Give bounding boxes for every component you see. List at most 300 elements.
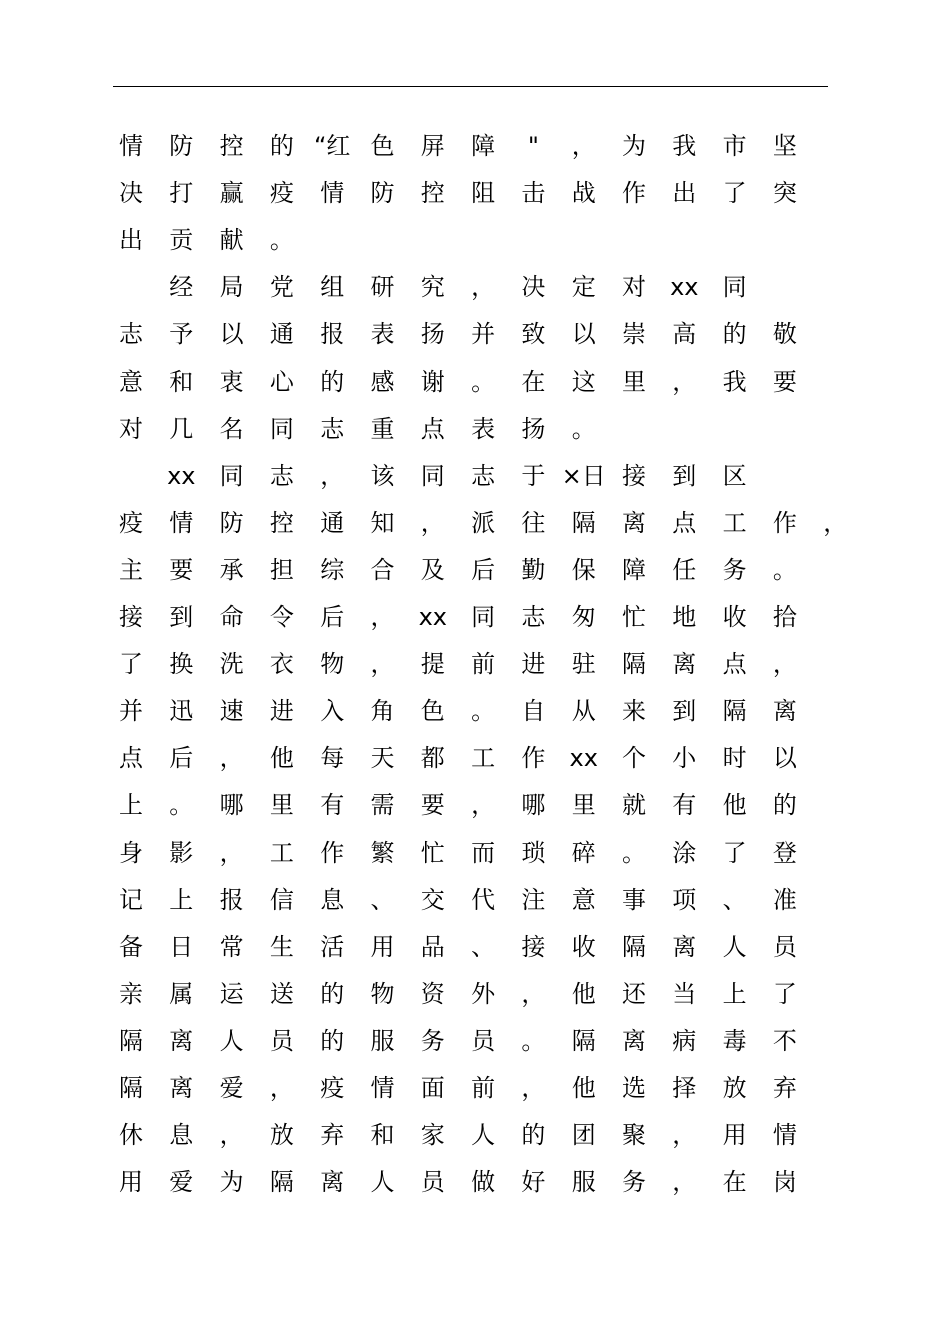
glyph: 综 xyxy=(320,555,345,584)
text-line xyxy=(0,319,950,359)
glyph: 提 xyxy=(420,650,445,679)
text-line xyxy=(0,1167,950,1207)
glyph: 繁 xyxy=(370,838,395,867)
glyph: 常 xyxy=(219,932,244,961)
glyph: 该 xyxy=(370,461,395,490)
glyph: 隔 xyxy=(571,508,596,537)
glyph: 离 xyxy=(622,508,646,537)
glyph: 承 xyxy=(219,555,244,584)
glyph: 点 xyxy=(119,744,143,773)
glyph: 事 xyxy=(622,885,646,914)
glyph: 进 xyxy=(521,650,546,679)
glyph: 合 xyxy=(370,555,395,584)
glyph: 进 xyxy=(269,697,294,726)
glyph: 碎 xyxy=(571,838,596,867)
glyph: 防 xyxy=(219,508,244,537)
glyph: 屏 xyxy=(420,132,445,160)
glyph: 心 xyxy=(269,367,294,396)
glyph: ， xyxy=(672,1121,697,1150)
glyph: ， xyxy=(471,273,496,302)
glyph: 信 xyxy=(269,885,294,914)
glyph: 的 xyxy=(269,132,294,160)
glyph: 研 xyxy=(370,273,395,302)
glyph: ， xyxy=(772,650,797,679)
glyph: 他 xyxy=(269,744,294,773)
glyph: 迅 xyxy=(169,697,194,726)
glyph: 休 xyxy=(119,1121,143,1150)
glyph: 要 xyxy=(420,791,445,820)
glyph: 重 xyxy=(370,414,395,443)
text-line xyxy=(0,932,950,972)
glyph: 局 xyxy=(219,273,244,302)
glyph: xx xyxy=(418,603,447,631)
text-line xyxy=(0,602,950,642)
glyph: ， xyxy=(521,979,546,1008)
text-line xyxy=(0,838,950,878)
glyph: 于 xyxy=(521,461,546,490)
glyph: 以 xyxy=(571,320,596,349)
glyph: 并 xyxy=(471,320,496,349)
glyph: 里 xyxy=(269,791,294,820)
glyph: 的 xyxy=(521,1121,546,1150)
glyph: 坚 xyxy=(772,132,797,160)
glyph: 对 xyxy=(622,273,646,302)
glyph: 务 xyxy=(622,1168,646,1197)
glyph: ， xyxy=(370,603,395,631)
glyph: 障 xyxy=(471,132,496,160)
glyph: 感 xyxy=(370,367,395,396)
glyph: 后 xyxy=(320,603,345,631)
glyph: 了 xyxy=(722,838,747,867)
glyph: 后 xyxy=(471,555,496,584)
glyph: 忙 xyxy=(622,603,646,631)
glyph: 弃 xyxy=(772,1074,797,1102)
glyph: xx xyxy=(569,744,598,773)
glyph: 表 xyxy=(370,320,395,349)
glyph: 衣 xyxy=(269,650,294,679)
glyph: 备 xyxy=(119,932,143,961)
glyph: 驻 xyxy=(571,650,596,679)
glyph: ×日 xyxy=(561,461,606,490)
glyph: 生 xyxy=(269,932,294,961)
glyph: 扬 xyxy=(521,414,546,443)
glyph: 点 xyxy=(420,414,445,443)
glyph: 有 xyxy=(320,791,345,820)
glyph: 活 xyxy=(320,932,345,961)
glyph: 离 xyxy=(169,1074,194,1102)
glyph: 。 xyxy=(269,226,294,255)
glyph: 。 xyxy=(471,367,496,396)
glyph: 意 xyxy=(571,885,596,914)
glyph: 了 xyxy=(722,179,747,208)
glyph: 还 xyxy=(622,979,646,1008)
glyph: 聚 xyxy=(622,1121,646,1150)
glyph: 知 xyxy=(370,508,395,537)
glyph: 扬 xyxy=(420,320,445,349)
glyph: 人 xyxy=(722,932,747,961)
glyph: 毒 xyxy=(722,1026,747,1055)
glyph: 衷 xyxy=(219,367,244,396)
glyph: 。 xyxy=(169,791,194,820)
glyph: 地 xyxy=(672,603,697,631)
glyph: ， xyxy=(219,838,244,867)
glyph: 经 xyxy=(169,273,194,302)
glyph: 上 xyxy=(169,885,194,914)
glyph: 外 xyxy=(471,979,496,1008)
glyph: 控 xyxy=(420,179,445,208)
glyph: 团 xyxy=(571,1121,596,1150)
glyph: 速 xyxy=(219,697,244,726)
glyph: 防 xyxy=(169,132,194,160)
glyph: 几 xyxy=(169,414,194,443)
text-line xyxy=(0,414,950,454)
glyph: 献 xyxy=(219,226,244,255)
glyph: 、 xyxy=(370,885,395,914)
glyph: 哪 xyxy=(219,791,244,820)
glyph: 自 xyxy=(521,697,546,726)
glyph: 登 xyxy=(772,838,797,867)
glyph: 通 xyxy=(269,320,294,349)
glyph: 注 xyxy=(521,885,546,914)
glyph: ， xyxy=(370,650,395,679)
glyph: 。 xyxy=(772,555,797,584)
glyph: 隔 xyxy=(269,1168,294,1197)
glyph: 在 xyxy=(521,367,546,396)
glyph: 记 xyxy=(119,885,143,914)
glyph: 高 xyxy=(672,320,697,349)
glyph: 同 xyxy=(471,603,496,631)
glyph: 有 xyxy=(672,791,697,820)
glyph: ， xyxy=(269,1074,294,1102)
glyph: 物 xyxy=(320,650,345,679)
glyph: 就 xyxy=(622,791,646,820)
glyph: 要 xyxy=(169,555,194,584)
glyph: 并 xyxy=(119,697,143,726)
glyph: 息 xyxy=(320,885,345,914)
glyph: 通 xyxy=(320,508,345,537)
glyph: 而 xyxy=(471,838,496,867)
text-line xyxy=(0,508,950,548)
glyph: 同 xyxy=(219,461,244,490)
glyph: 日 xyxy=(169,932,194,961)
glyph: 意 xyxy=(119,367,143,396)
glyph: 用 xyxy=(722,1121,747,1150)
glyph: 上 xyxy=(722,979,747,1008)
glyph: 究 xyxy=(420,273,445,302)
glyph: 决 xyxy=(521,273,546,302)
glyph: 接 xyxy=(119,603,143,631)
glyph: 他 xyxy=(571,979,596,1008)
glyph: 以 xyxy=(772,744,797,773)
glyph: 哪 xyxy=(521,791,546,820)
glyph: 名 xyxy=(219,414,244,443)
glyph: 隔 xyxy=(119,1074,143,1102)
glyph: 控 xyxy=(219,132,244,160)
glyph: 要 xyxy=(772,367,797,396)
glyph: 为 xyxy=(622,132,646,160)
glyph: 做 xyxy=(471,1168,496,1197)
glyph: xx xyxy=(670,273,699,302)
glyph: 以 xyxy=(219,320,244,349)
glyph: 收 xyxy=(571,932,596,961)
glyph: 离 xyxy=(672,650,697,679)
glyph: 每 xyxy=(320,744,345,773)
glyph: 服 xyxy=(370,1026,395,1055)
glyph: 洗 xyxy=(219,650,244,679)
text-line xyxy=(0,461,950,501)
text-line xyxy=(0,367,950,407)
glyph: 为 xyxy=(219,1168,244,1197)
glyph: 派 xyxy=(471,508,496,537)
glyph: 。 xyxy=(571,414,596,443)
glyph: 接 xyxy=(622,461,646,490)
glyph: 入 xyxy=(320,697,345,726)
glyph: 、 xyxy=(471,932,496,961)
glyph: 资 xyxy=(420,979,445,1008)
glyph: 爱 xyxy=(169,1168,194,1197)
glyph: 涂 xyxy=(672,838,697,867)
glyph: 谢 xyxy=(420,367,445,396)
glyph: 务 xyxy=(420,1026,445,1055)
glyph: 接 xyxy=(521,932,546,961)
glyph: 了 xyxy=(772,979,797,1008)
glyph: ， xyxy=(672,367,697,396)
glyph: ， xyxy=(320,461,345,490)
glyph: 色 xyxy=(420,697,445,726)
glyph: 到 xyxy=(672,697,697,726)
text-line xyxy=(0,225,950,265)
glyph: 志 xyxy=(471,461,496,490)
glyph: ， xyxy=(420,508,445,537)
glyph: 员 xyxy=(269,1026,294,1055)
glyph: 里 xyxy=(622,367,646,396)
glyph: 琐 xyxy=(521,838,546,867)
glyph: 区 xyxy=(722,461,747,490)
glyph: 和 xyxy=(169,367,194,396)
text-line xyxy=(0,979,950,1019)
glyph: 突 xyxy=(772,179,797,208)
text-line xyxy=(0,178,950,218)
glyph: 属 xyxy=(169,979,194,1008)
glyph: ， xyxy=(823,508,848,537)
glyph: “红 xyxy=(313,132,351,160)
glyph: 出 xyxy=(672,179,697,208)
glyph: 拾 xyxy=(772,603,797,631)
glyph: 离 xyxy=(672,932,697,961)
glyph: 防 xyxy=(370,179,395,208)
glyph: 员 xyxy=(772,932,797,961)
glyph: 党 xyxy=(269,273,294,302)
glyph: 往 xyxy=(521,508,546,537)
glyph: 同 xyxy=(420,461,445,490)
glyph: 对 xyxy=(119,414,143,443)
glyph: 作 xyxy=(622,179,646,208)
glyph: 障 xyxy=(622,555,646,584)
glyph: 离 xyxy=(622,1026,646,1055)
glyph: 决 xyxy=(119,179,143,208)
glyph: 、 xyxy=(722,885,747,914)
glyph: 病 xyxy=(672,1026,697,1055)
glyph: 收 xyxy=(722,603,747,631)
glyph: 。 xyxy=(622,838,646,867)
glyph: 的 xyxy=(722,320,747,349)
glyph: 隔 xyxy=(622,650,646,679)
glyph: 工 xyxy=(722,508,747,537)
glyph: 到 xyxy=(672,461,697,490)
glyph: 志 xyxy=(320,414,345,443)
glyph: 送 xyxy=(269,979,294,1008)
glyph: 隔 xyxy=(119,1026,143,1055)
glyph: 和 xyxy=(370,1121,395,1150)
glyph: 从 xyxy=(571,697,596,726)
glyph: 里 xyxy=(571,791,596,820)
glyph: 同 xyxy=(269,414,294,443)
glyph: 贡 xyxy=(169,226,194,255)
glyph: 物 xyxy=(370,979,395,1008)
glyph: 色 xyxy=(370,132,395,160)
glyph: 疫 xyxy=(119,508,143,537)
glyph: 上 xyxy=(119,791,143,820)
glyph: 志 xyxy=(269,461,294,490)
glyph: 离 xyxy=(772,697,797,726)
glyph: 情 xyxy=(370,1074,395,1102)
glyph: 命 xyxy=(219,603,244,631)
glyph: 隔 xyxy=(622,932,646,961)
glyph: 前 xyxy=(471,650,496,679)
glyph: 阻 xyxy=(471,179,496,208)
glyph: 作 xyxy=(320,838,345,867)
glyph: 身 xyxy=(119,838,143,867)
text-line xyxy=(0,1120,950,1160)
glyph: 崇 xyxy=(622,320,646,349)
glyph: 员 xyxy=(471,1026,496,1055)
glyph: 情 xyxy=(772,1121,797,1150)
glyph: ， xyxy=(521,1074,546,1102)
glyph: " xyxy=(527,132,539,160)
glyph: 战 xyxy=(571,179,596,208)
glyph: 用 xyxy=(370,932,395,961)
glyph: 前 xyxy=(471,1074,496,1102)
glyph: 敬 xyxy=(772,320,797,349)
text-line xyxy=(0,1026,950,1066)
glyph: 天 xyxy=(370,744,395,773)
text-line xyxy=(0,743,950,783)
glyph: 离 xyxy=(169,1026,194,1055)
glyph: 弃 xyxy=(320,1121,345,1150)
glyph: 作 xyxy=(521,744,546,773)
glyph: 个 xyxy=(622,744,646,773)
glyph: 他 xyxy=(722,791,747,820)
glyph: 爱 xyxy=(219,1074,244,1102)
glyph: 隔 xyxy=(722,697,747,726)
glyph: 当 xyxy=(672,979,697,1008)
glyph: 点 xyxy=(672,508,697,537)
glyph: 表 xyxy=(471,414,496,443)
glyph: 品 xyxy=(420,932,445,961)
glyph: 志 xyxy=(119,320,143,349)
glyph: 情 xyxy=(119,132,143,160)
glyph: 市 xyxy=(722,132,747,160)
glyph: 面 xyxy=(420,1074,445,1102)
glyph: 的 xyxy=(320,367,345,396)
glyph: 工 xyxy=(269,838,294,867)
glyph: 需 xyxy=(370,791,395,820)
text-line xyxy=(0,131,950,171)
glyph: 担 xyxy=(269,555,294,584)
text-line xyxy=(0,696,950,736)
glyph: 这 xyxy=(571,367,596,396)
glyph: ， xyxy=(471,791,496,820)
glyph: 人 xyxy=(219,1026,244,1055)
glyph: 角 xyxy=(370,697,395,726)
glyph: 他 xyxy=(571,1074,596,1102)
glyph: 不 xyxy=(772,1026,797,1055)
glyph: 匆 xyxy=(571,603,596,631)
glyph: 服 xyxy=(571,1168,596,1197)
glyph: ， xyxy=(571,132,596,160)
text-line xyxy=(0,649,950,689)
glyph: 项 xyxy=(672,885,697,914)
text-line xyxy=(0,1073,950,1113)
glyph: 换 xyxy=(169,650,194,679)
glyph: 情 xyxy=(320,179,345,208)
glyph: 交 xyxy=(420,885,445,914)
glyph: xx xyxy=(167,461,196,490)
glyph: 志 xyxy=(521,603,546,631)
glyph: ， xyxy=(672,1168,697,1197)
glyph: 选 xyxy=(622,1074,646,1102)
glyph: 在 xyxy=(722,1168,747,1197)
glyph: 的 xyxy=(772,791,797,820)
glyph: 点 xyxy=(722,650,747,679)
glyph: 隔 xyxy=(571,1026,596,1055)
glyph: 用 xyxy=(119,1168,143,1197)
glyph: 家 xyxy=(420,1121,445,1150)
glyph: 。 xyxy=(521,1026,546,1055)
glyph: ， xyxy=(219,1121,244,1150)
glyph: 岗 xyxy=(772,1168,797,1197)
glyph: 影 xyxy=(169,838,194,867)
glyph: 时 xyxy=(722,744,747,773)
glyph: 好 xyxy=(521,1168,546,1197)
glyph: 控 xyxy=(269,508,294,537)
glyph: 代 xyxy=(471,885,496,914)
glyph: 运 xyxy=(219,979,244,1008)
glyph: 及 xyxy=(420,555,445,584)
glyph: 忙 xyxy=(420,838,445,867)
glyph: 到 xyxy=(169,603,194,631)
glyph: 同 xyxy=(722,273,747,302)
glyph: 放 xyxy=(722,1074,747,1102)
glyph: 息 xyxy=(169,1121,194,1150)
glyph: 小 xyxy=(672,744,697,773)
glyph: 择 xyxy=(672,1074,697,1102)
glyph: 主 xyxy=(119,555,143,584)
glyph: 人 xyxy=(471,1121,496,1150)
glyph: 报 xyxy=(219,885,244,914)
text-line xyxy=(0,790,950,830)
glyph: 人 xyxy=(370,1168,395,1197)
glyph: 勤 xyxy=(521,555,546,584)
glyph: 打 xyxy=(169,179,194,208)
glyph: 我 xyxy=(722,367,747,396)
glyph: ， xyxy=(219,744,244,773)
text-line xyxy=(0,555,950,595)
glyph: 予 xyxy=(169,320,194,349)
glyph: 离 xyxy=(320,1168,345,1197)
glyph: 疫 xyxy=(269,179,294,208)
glyph: 作 xyxy=(772,508,797,537)
